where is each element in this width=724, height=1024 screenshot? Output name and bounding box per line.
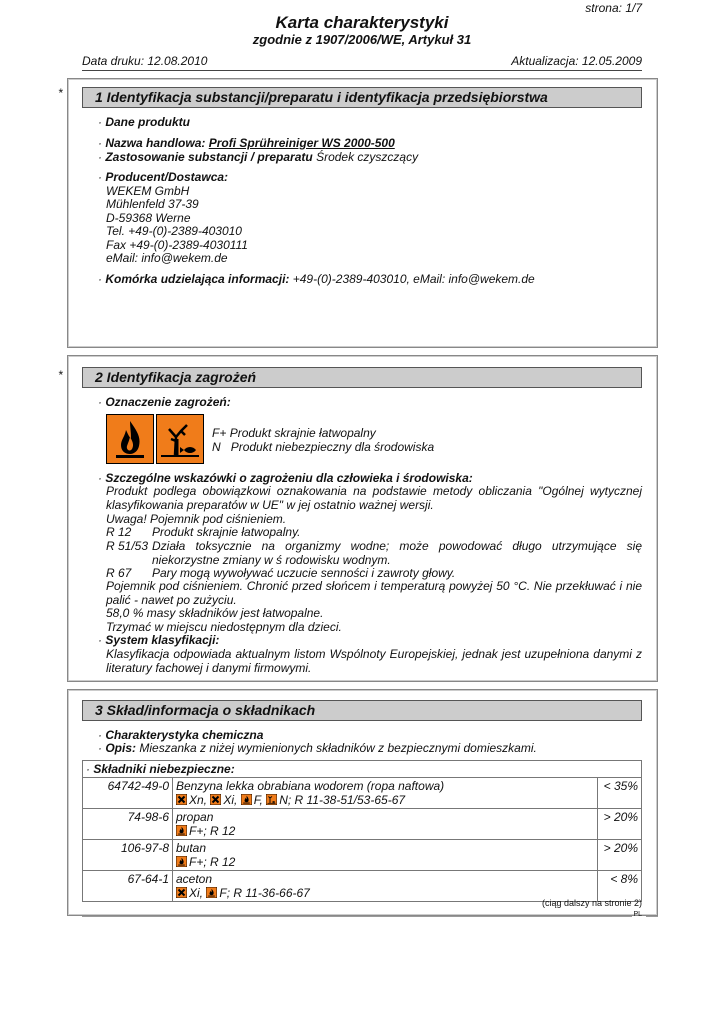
cas-number: 67-64-1 (83, 871, 173, 902)
cas-number: 106-97-8 (83, 840, 173, 871)
cross-icon (176, 794, 187, 805)
flame-icon (206, 887, 217, 898)
classification: Xi, F; R 11-36-66-67 (176, 886, 594, 900)
info-row: · Komórka udzielająca informacji: +49-(0)-2389-403010, eMail: info@wekem.de (98, 272, 535, 286)
percentage: > 20% (598, 809, 642, 840)
component-name: Benzyna lekka obrabiana wodorem (ropa naftowa) (176, 779, 445, 793)
trade-name-value: Profi Sprühreiniger WS 2000-500 (208, 136, 395, 150)
component-cell (173, 871, 598, 902)
supplier-line: Tel. +49-(0)-2389-403010 (106, 224, 242, 238)
change-marker-1: * (58, 86, 63, 100)
percentage: < 8% (598, 871, 642, 902)
document-subtitle: zgodnie z 1907/2006/WE, Artykuł 31 (252, 32, 472, 47)
percentage: > 20% (598, 840, 642, 871)
r-phrase-code: R 51/53 (106, 539, 149, 553)
flame-icon (106, 414, 154, 464)
supplier-label: · Producent/Dostawca: (98, 170, 229, 184)
pressure-text: Pojemnik pod ciśnieniem. Chronić przed słońcem i temperaturą powyżej 50 °C. Nie przekłuwać i nie palić - nawet po zużyciu. (106, 579, 642, 607)
system-label: · System klasyfikacji: (98, 633, 220, 647)
classification: F+; R 12 (176, 855, 594, 869)
system-text: Klasyfikacja odpowiada aktualnym listom Wspólnoty Europejskiej, jednak jest uzupełniona danymi z literatury fachowej i danymi firmowymi. (106, 647, 642, 675)
document-title: Karta charakterystyki (275, 13, 449, 32)
table-row (83, 840, 642, 871)
supplier-line: Mühlenfeld 37-39 (106, 197, 199, 211)
section-2-heading: 2 Identyfikacja zagrożeń (82, 367, 642, 388)
flame-icon (241, 794, 252, 805)
component-cell (173, 809, 598, 840)
cross-icon (210, 794, 221, 805)
pressure-warning: Uwaga! Pojemnik pod ciśnieniem. (106, 512, 287, 526)
component-name: propan (176, 810, 214, 824)
r-phrase-code: R 12 (106, 525, 132, 539)
product-data-label: · Dane produktu (98, 115, 191, 129)
symbol-row: F+ Produkt skrajnie łatwopalny (212, 426, 376, 440)
update-date: Aktualizacja: 12.05.2009 (511, 54, 642, 68)
table-header-row (83, 761, 642, 778)
language-code: PL (633, 911, 642, 918)
supplier-line: D-59368 Werne (106, 211, 191, 225)
symbol-row: N Produkt niebezpieczny dla środowiska (212, 440, 435, 454)
flammable-share: 58,0 % masy składników jest łatwopalne. (106, 606, 324, 620)
use-row: · Zastosowanie substancji / preparatu Środek czyszczący (98, 150, 419, 164)
component-cell (173, 840, 598, 871)
cas-number: 64742-49-0 (83, 778, 173, 809)
footer-rule (82, 916, 632, 917)
footer-rule-end (646, 916, 658, 917)
marking-label: · Oznaczenie zagrożeń: (98, 395, 231, 409)
flame-icon (176, 825, 187, 836)
flame-icon (176, 856, 187, 867)
components-table (82, 760, 642, 902)
children-warning: Trzymać w miejscu niedostępnym dla dzieci. (106, 620, 342, 634)
classification: Xn, Xi, F, N; R 11-38-51/53-65-67 (176, 793, 594, 807)
r-phrase-text: Produkt skrajnie łatwopalny. (152, 525, 301, 539)
component-name: aceton (176, 872, 213, 886)
classification: F+; R 12 (176, 824, 594, 838)
supplier-line: WEKEM GmbH (106, 184, 190, 198)
hazard-label-cell: · Składniki niebezpieczne: (83, 761, 642, 778)
description-row: · Opis: Mieszanka z niżej wymienionych składników z bezpiecznymi domieszkami. (98, 741, 537, 755)
table-row (83, 809, 642, 840)
r-phrase-code: R 67 (106, 566, 132, 580)
table-row (83, 871, 642, 902)
dead-tree-fish-icon (156, 414, 204, 464)
section-1-heading: 1 Identyfikacja substancji/preparatu i identyfikacja przedsiębiorstwa (82, 87, 642, 108)
supplier-line: eMail: info@wekem.de (106, 251, 228, 265)
print-date: Data druku: 12.08.2010 (82, 54, 208, 68)
trade-name-row: · Nazwa handlowa: Profi Sprühreiniger WS 2000-500 (98, 136, 395, 150)
special-label: · Szczególne wskazówki o zagrożeniu dla człowieka i środowiska: (98, 471, 473, 485)
special-text: Produkt podlega obowiązkowi oznakowania na podstawie metody obliczania "Ogólnej wytycznej klasyfikowania preparatów w UE" w jej ostatnio ważnej wersji. (106, 484, 642, 512)
header-rule (82, 70, 642, 71)
component-name: butan (176, 841, 207, 855)
section-3-heading: 3 Skład/informacja o składnikach (82, 700, 642, 721)
environment-icon (266, 794, 277, 805)
supplier-line: Fax +49-(0)-2389-4030111 (106, 238, 248, 252)
percentage: < 35% (598, 778, 642, 809)
page-number: strona: 1/7 (585, 1, 642, 15)
continued-note: (ciąg dalszy na stronie 2) (541, 898, 642, 908)
cross-icon (176, 887, 187, 898)
component-cell (173, 778, 598, 809)
chemical-char-label: · Charakterystyka chemiczna (98, 728, 264, 742)
r-phrase-text: Działa toksycznie na organizmy wodne; może powodować długo utrzymujące się niekorzystne zmiany w ś rodowisku wodnym. (152, 539, 642, 567)
cas-number: 74-98-6 (83, 809, 173, 840)
r-phrase-text: Pary mogą wywoływać uczucie senności i zawroty głowy. (152, 566, 456, 580)
change-marker-2: * (58, 368, 63, 382)
table-row (83, 778, 642, 809)
